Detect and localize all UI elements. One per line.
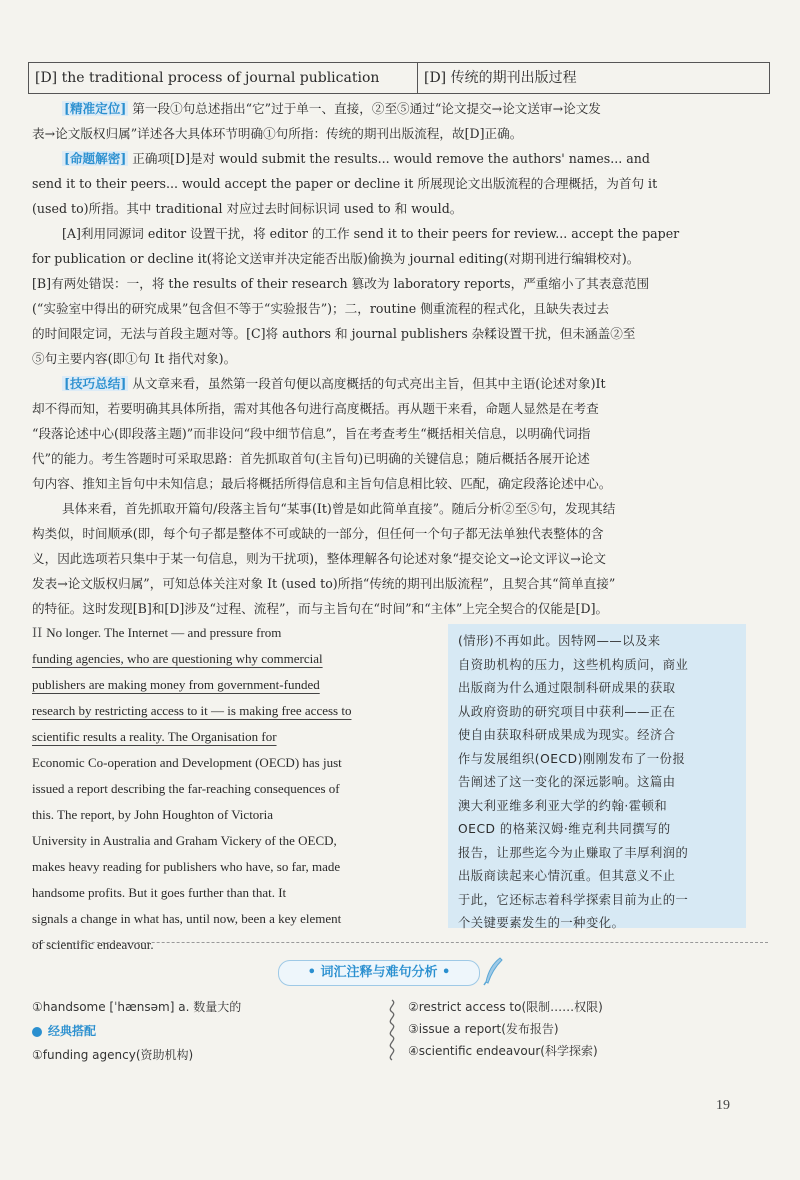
explanation-line — [62, 221, 748, 246]
section-divider — [32, 942, 768, 943]
explanation-line — [32, 571, 748, 596]
passage-number: II — [32, 626, 43, 641]
translation-line: 澳大利亚维多利亚大学的约翰·霍顿和 — [458, 798, 668, 813]
explanation-text: 的时间限定词，无法与首段主题对等。[C]将 authors 和 journal publishers 杂糅设置干扰，但未涵盖②至 — [32, 326, 636, 341]
passage-line — [32, 698, 438, 724]
explanation-line — [32, 596, 748, 621]
passage-text: Economic Co-operation and Development (OECD) has just — [32, 755, 342, 770]
explanation-text: (“实验室中得出的研究成果”包含但不等于“实验报告”)；二，routine 侧重流程的程式化，且缺失表过去 — [32, 301, 610, 316]
translation-line: OECD 的格莱汉姆·维克利共同撰写的 — [458, 822, 671, 836]
explanation-line — [62, 96, 748, 121]
passage-line — [32, 776, 438, 802]
explanation-line — [62, 146, 748, 171]
explanation-line — [32, 346, 748, 371]
collocation-item: ①funding agency(资助机构) — [32, 1048, 194, 1062]
passage-text: University in Australia and Graham Vickery of the OECD, — [32, 833, 337, 848]
passage-line — [32, 646, 438, 672]
explanation-line — [32, 171, 748, 196]
explanation-text: 正确项[D]是对 would submit the results... would remove the authors' names... and — [132, 151, 650, 166]
translation-box — [448, 624, 746, 928]
collocation-item: ③issue a report(发布报告) — [408, 1022, 559, 1036]
explanation-text: 发表→论文版权归属”，可知总体关注对象 It (used to)所指“传统的期刊出版流程”，且契合其“简单直接” — [32, 576, 616, 591]
explanation-text: 从文章来看，虽然第一段首句便以高度概括的句式亮出主旨，但其中主语(论述对象)It — [132, 376, 606, 391]
explanation-line — [32, 271, 748, 296]
explanation-line — [32, 296, 748, 321]
passage-text: handsome profits. But it goes further than that. It — [32, 885, 287, 900]
passage-line — [32, 672, 438, 698]
passage-line — [32, 750, 438, 776]
collocation-heading: 经典搭配 — [32, 1020, 96, 1042]
spiral-binding-icon — [384, 998, 400, 1064]
passage-line — [32, 854, 438, 880]
passage-text: funding agencies, who are questioning why commercial — [32, 651, 323, 666]
explanation-line — [32, 246, 748, 271]
explanation-text: [B]有两处错误：一，将 the results of their research 篡改为 laboratory reports，严重缩小了其表意范围 — [32, 276, 650, 291]
section-tag: [精准定位] — [64, 101, 127, 116]
translation-line: 出版商为什么通过限制科研成果的获取 — [458, 681, 676, 695]
explanation-text: 代”的能力。考生答题时可采取思路：首先抓取首句(主旨句)已明确的关键信息；随后概括各展开论述 — [32, 451, 590, 466]
passage-text: this. The report, by John Houghton of Victoria — [32, 807, 274, 822]
explanation-text: (used to)所指。其中 traditional 对应过去时间标识词 used to 和 would。 — [32, 201, 463, 216]
explanation-line — [32, 421, 748, 446]
option-d-english: [D] the traditional process of journal publication — [29, 63, 418, 93]
explanation-section — [32, 96, 748, 621]
explanation-text: “段落论述中心(即段落主题)”而非设问“段中细节信息”，旨在考查考生“概括相关信息，以明确代词指 — [32, 426, 591, 441]
explanation-text: 的特征。这时发现[B]和[D]涉及“过程、流程”，而与主旨句在“时间”和“主体”上完全契合的仅能是[D]。 — [32, 601, 609, 616]
passage-line — [32, 724, 438, 750]
passage-text: issued a report describing the far-reaching consequences of — [32, 781, 340, 796]
explanation-text: 具体来看，首先抓取开篇句/段落主旨句“某事(It)曾是如此简单直接”。随后分析②至⑤句，发现其结 — [62, 501, 616, 516]
passage-line — [32, 932, 438, 958]
collocation-item: ②restrict access to(限制……权限) — [408, 1000, 603, 1014]
passage-text: signals a change in what has, until now, been a key element — [32, 911, 342, 926]
section-tag: [技巧总结] — [64, 376, 127, 391]
explanation-line — [32, 121, 748, 146]
passage-text: of scientific endeavour. — [32, 937, 154, 952]
explanation-line — [32, 446, 748, 471]
explanation-line — [32, 546, 748, 571]
answer-option-row — [28, 62, 770, 94]
section-tag: [命题解密] — [64, 151, 127, 166]
explanation-text: 句内容、推知主旨句中未知信息；最后将概括所得信息和主旨句信息相比较、匹配，确定段落论述中心。 — [32, 476, 612, 491]
explanation-text: for publication or decline it(将论文送审并决定能否出版)偷换为 journal editing(对期刊进行编辑校对)。 — [32, 251, 640, 266]
passage-text: scientific results a reality. The Organisation for — [32, 729, 277, 744]
explanation-text: 第一段①句总述指出“它”过于单一、直接，②至⑤通过“论文提交→论文送审→论文发 — [132, 101, 601, 116]
passage-line — [32, 802, 438, 828]
vocab-word-handsome: ①handsome [ˈhænsəm] a. 数量大的 — [32, 1000, 242, 1014]
explanation-text: 却不得而知，若要明确其具体所指，需对其他各句进行高度概括。再从题干来看，命题人显然是在考查 — [32, 401, 599, 416]
translation-line: 报告，让那些迄今为止赚取了丰厚利润的 — [458, 845, 689, 860]
translation-line: 于此，它还标志着科学探索目前为止的一 — [458, 892, 689, 907]
explanation-line — [62, 496, 748, 521]
explanation-line — [32, 196, 748, 221]
quill-pen-icon — [482, 956, 504, 986]
explanation-text: send it to their peers... would accept the paper or decline it 所展现论文出版流程的合理概括，为首句 it — [32, 176, 658, 191]
passage-text: No longer. The Internet — and pressure from — [46, 625, 282, 640]
explanation-text: 义，因此选项若只集中于某一句信息，则为干扰项)，整体理解各句论述对象“提交论文→论文评议→论文 — [32, 551, 606, 566]
explanation-line — [32, 321, 748, 346]
vocab-heading: • 词汇注释与难句分析 • — [278, 960, 480, 986]
explanation-line — [32, 396, 748, 421]
explanation-text: [A]利用同源词 editor 设置干扰，将 editor 的工作 send it to their peers for review... accept the paper — [62, 226, 680, 241]
option-d-chinese: [D] 传统的期刊出版过程 — [424, 70, 577, 86]
passage-text: research by restricting access to it — is making free access to — [32, 703, 352, 718]
translation-line: 告阐述了这一变化的深远影响。这篇由 — [458, 775, 676, 789]
passage-paragraph — [32, 620, 438, 952]
collocation-item: ④scientific endeavour(科学探索) — [408, 1044, 598, 1058]
explanation-line — [62, 371, 748, 396]
passage-line — [32, 620, 438, 646]
passage-text: publishers are making money from government-funded — [32, 677, 320, 692]
passage-line — [32, 880, 438, 906]
translation-line: 出版商读起来心情沉重。但其意义不止 — [458, 869, 676, 883]
passage-line — [32, 828, 438, 854]
explanation-line — [32, 521, 748, 546]
translation-line: 作与发展组织(OECD)刚刚发布了一份报 — [458, 751, 686, 766]
translation-line: 使自由获取科研成果成为现实。经济合 — [458, 728, 676, 742]
explanation-text: ⑤句主要内容(即①句 It 指代对象)。 — [32, 351, 237, 366]
passage-text: makes heavy reading for publishers who have, so far, made — [32, 859, 341, 874]
explanation-line — [32, 471, 748, 496]
bullet-dot-icon — [32, 1027, 42, 1037]
translation-line: (情形)不再如此。因特网——以及来 — [458, 634, 661, 648]
translation-line: 个关键要素发生的一种变化。 — [458, 916, 625, 930]
explanation-text: 表→论文版权归属”详述各大具体环节明确①句所指：传统的期刊出版流程，故[D]正确。 — [32, 126, 523, 141]
passage-line — [32, 906, 438, 932]
translation-line: 自资助机构的压力，这些机构质问，商业 — [458, 657, 689, 672]
translation-line: 从政府资助的研究项目中获利——正在 — [458, 704, 676, 719]
explanation-text: 构类似，时间顺承(即，每个句子都是整体不可或缺的一部分，但任何一个句子都无法单独代表整体的含 — [32, 526, 604, 541]
page-number: 19 — [716, 1098, 730, 1113]
